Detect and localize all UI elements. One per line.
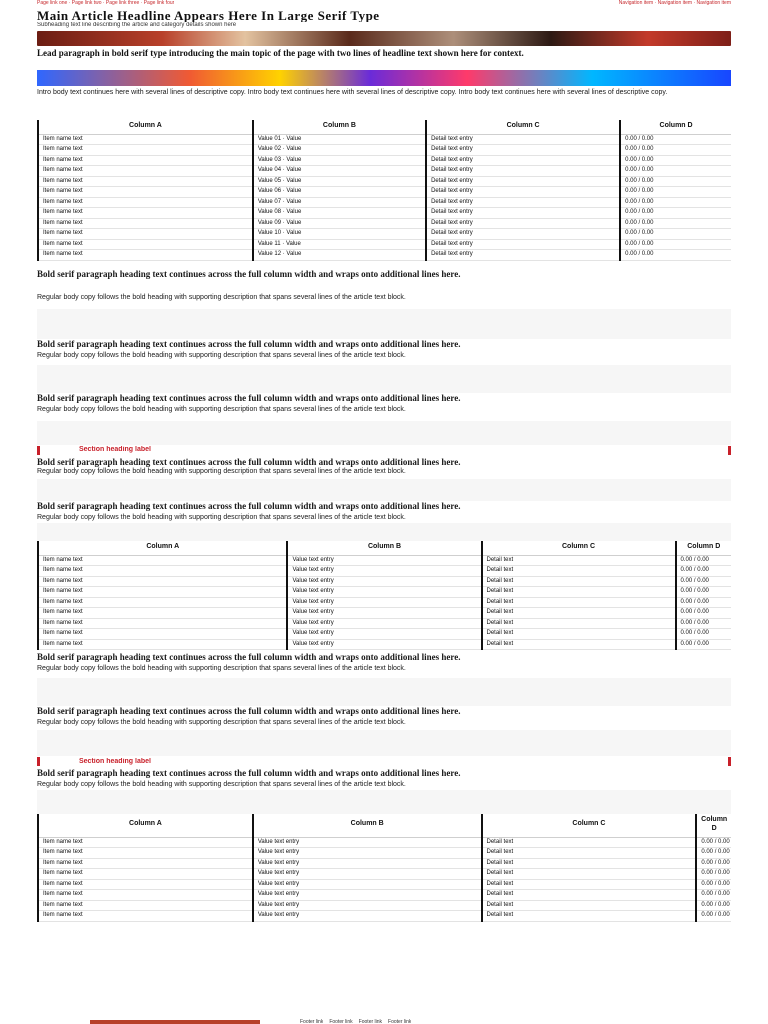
table-row xyxy=(38,229,731,240)
spacer-row xyxy=(37,421,731,445)
table-row xyxy=(38,608,731,619)
table-cell: 0.00 / 0.00 xyxy=(620,229,731,240)
table-cell: Value 12 · Value xyxy=(253,250,426,261)
table-header: Column A xyxy=(38,814,253,837)
table-cell: Detail text xyxy=(482,576,676,587)
article-paragraph: Regular body copy follows the bold heading with supporting description that spans several lines of the article text block. xyxy=(37,405,406,413)
spec-table-2 xyxy=(37,541,731,650)
table-cell: 0.00 / 0.00 xyxy=(620,134,731,145)
article-paragraph-heading: Bold serif paragraph heading text continues across the full column width and wraps onto additional lines here. xyxy=(37,338,461,349)
table-row xyxy=(38,858,731,869)
header-banner-image xyxy=(37,31,731,46)
table-cell: Detail text entry xyxy=(426,218,620,229)
table-cell: 0.00 / 0.00 xyxy=(696,900,731,911)
table-cell: Item name text xyxy=(38,869,253,880)
table-cell: Item name text xyxy=(38,576,287,587)
table-cell: Value text entry xyxy=(287,576,481,587)
table-row xyxy=(38,155,731,166)
table-cell: Detail text entry xyxy=(426,239,620,250)
article-paragraph-heading: Bold serif paragraph heading text continues across the full column width and wraps onto additional lines here. xyxy=(37,768,461,778)
table-cell: 0.00 / 0.00 xyxy=(620,218,731,229)
article-paragraph-heading: Bold serif paragraph heading text continues across the full column width and wraps onto additional lines here. xyxy=(37,652,461,662)
table-cell: Detail text xyxy=(482,629,676,640)
table-cell: Value text entry xyxy=(287,629,481,640)
table-cell: Value text entry xyxy=(253,869,482,880)
table-cell: 0.00 / 0.00 xyxy=(696,890,731,901)
table-cell: Detail text entry xyxy=(426,155,620,166)
spacer-row xyxy=(37,523,731,541)
article-paragraph-heading: Bold serif paragraph heading text continues across the full column width and wraps onto additional lines here. xyxy=(37,706,461,716)
table-cell: Value 05 · Value xyxy=(253,176,426,187)
table-cell: Item name text xyxy=(38,900,253,911)
table-cell: Item name text xyxy=(38,197,253,208)
table-header: Column C xyxy=(482,814,697,837)
table-cell: Detail text xyxy=(482,858,697,869)
spacer-row xyxy=(37,790,731,814)
table-row xyxy=(38,187,731,198)
table-cell: Value 02 · Value xyxy=(253,145,426,156)
table-cell: 0.00 / 0.00 xyxy=(620,155,731,166)
table-header: Column A xyxy=(38,541,287,555)
table-row xyxy=(38,218,731,229)
table-cell: Value text entry xyxy=(253,879,482,890)
table-cell: Item name text xyxy=(38,155,253,166)
table-cell: 0.00 / 0.00 xyxy=(620,250,731,261)
section-heading xyxy=(37,756,731,768)
section-marker xyxy=(728,446,731,455)
section-marker xyxy=(37,757,40,766)
table-cell: 0.00 / 0.00 xyxy=(676,555,731,566)
table-row xyxy=(38,239,731,250)
table-row xyxy=(38,555,731,566)
table-cell: Item name text xyxy=(38,597,287,608)
table-cell: Value text entry xyxy=(253,890,482,901)
table-row xyxy=(38,587,731,598)
table-cell: Value 10 · Value xyxy=(253,229,426,240)
table-cell: Detail text entry xyxy=(426,145,620,156)
article-paragraph: Regular body copy follows the bold heading with supporting description that spans several lines of the article text block. xyxy=(37,719,406,726)
table-cell: Item name text xyxy=(38,858,253,869)
section-heading-label: Section heading label xyxy=(79,446,151,454)
section-heading-label: Section heading label xyxy=(79,757,151,765)
table-cell: 0.00 / 0.00 xyxy=(696,879,731,890)
table-cell: Detail text xyxy=(482,597,676,608)
intro-paragraph: Intro body text continues here with several lines of descriptive copy. Intro body text continues here with several lines of descriptive copy. Intro body text continues here with several lines of descriptive copy. xyxy=(37,89,668,96)
table-cell: Item name text xyxy=(38,218,253,229)
table-cell: 0.00 / 0.00 xyxy=(676,639,731,650)
section-heading xyxy=(37,445,731,457)
table-cell: 0.00 / 0.00 xyxy=(676,566,731,577)
table-cell: Detail text xyxy=(482,890,697,901)
table-cell: Value text entry xyxy=(253,848,482,859)
table-cell: 0.00 / 0.00 xyxy=(676,618,731,629)
table-cell: 0.00 / 0.00 xyxy=(696,869,731,880)
table-header: Column B xyxy=(253,120,426,134)
table-cell: Item name text xyxy=(38,566,287,577)
article-paragraph-heading: Bold serif paragraph heading text continues across the full column width and wraps onto additional lines here. xyxy=(37,392,461,403)
table-row xyxy=(38,145,731,156)
table-cell: 0.00 / 0.00 xyxy=(676,587,731,598)
table-cell: 0.00 / 0.00 xyxy=(620,197,731,208)
table-cell: Item name text xyxy=(38,608,287,619)
spec-table-1 xyxy=(37,120,731,261)
table-cell: Detail text entry xyxy=(426,250,620,261)
article-paragraph: Regular body copy follows the bold heading with supporting description that spans several lines of the article text block. xyxy=(37,467,406,475)
table-cell: Value 07 · Value xyxy=(253,197,426,208)
table-cell: Item name text xyxy=(38,134,253,145)
table-row xyxy=(38,134,731,145)
table-row xyxy=(38,869,731,880)
table-cell: Item name text xyxy=(38,145,253,156)
spacer-row xyxy=(37,365,731,393)
table-row xyxy=(38,911,731,922)
table-row xyxy=(38,566,731,577)
footer-link[interactable]: Footer link xyxy=(388,1019,412,1024)
spacer-row xyxy=(37,479,731,501)
table-header: Column D xyxy=(620,120,731,134)
table-cell: 0.00 / 0.00 xyxy=(620,145,731,156)
table-cell: Item name text xyxy=(38,555,287,566)
table-cell: Value text entry xyxy=(253,837,482,848)
article-paragraph-heading: Bold serif paragraph heading text continues across the full column width and wraps onto additional lines here. xyxy=(37,456,461,467)
table-row xyxy=(38,639,731,650)
page-title: Main Article Headline Appears Here In Large Serif Type xyxy=(37,8,380,22)
table-cell: Item name text xyxy=(38,250,253,261)
article-paragraph: Regular body copy follows the bold heading with supporting description that spans several lines of the article text block. xyxy=(37,665,406,672)
table-cell: Item name text xyxy=(38,639,287,650)
table-row xyxy=(38,900,731,911)
table-row xyxy=(38,197,731,208)
table-row xyxy=(38,890,731,901)
footer-banner-image[interactable] xyxy=(90,1020,260,1024)
top-nav-links-left[interactable]: Page link one · Page link two · Page link three · Page link four xyxy=(37,0,175,7)
table-cell: Item name text xyxy=(38,187,253,198)
table-cell: Value text entry xyxy=(287,608,481,619)
table-row xyxy=(38,629,731,640)
table-cell: 0.00 / 0.00 xyxy=(696,848,731,859)
article-paragraph: Regular body copy follows the bold heading with supporting description that spans several lines of the article text block. xyxy=(37,293,406,301)
footer-links xyxy=(300,1019,680,1024)
spacer-row xyxy=(37,309,731,339)
page-subtitle: Subheading text line describing the article and category details shown here xyxy=(37,22,237,28)
table-cell: Value text entry xyxy=(287,566,481,577)
table-cell: Detail text xyxy=(482,900,697,911)
table-cell: Value 11 · Value xyxy=(253,239,426,250)
table-header: Column C xyxy=(426,120,620,134)
table-cell: Value 01 · Value xyxy=(253,134,426,145)
article-paragraph: Regular body copy follows the bold heading with supporting description that spans several lines of the article text block. xyxy=(37,781,406,788)
table-cell: Item name text xyxy=(38,911,253,922)
table-cell: Detail text entry xyxy=(426,134,620,145)
table-cell: Item name text xyxy=(38,239,253,250)
table-cell: Item name text xyxy=(38,176,253,187)
table-cell: Item name text xyxy=(38,890,253,901)
table-header: Column B xyxy=(287,541,481,555)
spec-table-3 xyxy=(37,814,731,922)
table-row xyxy=(38,879,731,890)
table-header: Column C xyxy=(482,541,676,555)
section-marker xyxy=(37,446,40,455)
table-cell: Detail text xyxy=(482,879,697,890)
table-cell: Detail text xyxy=(482,837,697,848)
table-cell: Item name text xyxy=(38,629,287,640)
table-cell: 0.00 / 0.00 xyxy=(676,576,731,587)
table-cell: Value text entry xyxy=(287,555,481,566)
table-cell: 0.00 / 0.00 xyxy=(620,187,731,198)
table-cell: Detail text xyxy=(482,608,676,619)
table-cell: 0.00 / 0.00 xyxy=(620,239,731,250)
table-cell: 0.00 / 0.00 xyxy=(696,837,731,848)
lede-paragraph: Lead paragraph in bold serif type introducing the main topic of the page with two lines of headline text shown here for context. xyxy=(37,48,524,58)
table-cell: Detail text xyxy=(482,555,676,566)
table-cell: Value text entry xyxy=(287,597,481,608)
table-cell: 0.00 / 0.00 xyxy=(676,597,731,608)
table-row xyxy=(38,597,731,608)
table-cell: Detail text entry xyxy=(426,187,620,198)
table-cell: Detail text xyxy=(482,587,676,598)
article-paragraph: Regular body copy follows the bold heading with supporting description that spans several lines of the article text block. xyxy=(37,513,406,521)
top-nav xyxy=(37,0,731,6)
table-cell: Detail text entry xyxy=(426,197,620,208)
section-marker xyxy=(728,757,731,766)
spacer-row xyxy=(37,678,731,706)
footer-link[interactable]: Footer link xyxy=(329,1019,353,1024)
table-cell: Item name text xyxy=(38,837,253,848)
table-cell: 0.00 / 0.00 xyxy=(620,176,731,187)
table-cell: Detail text xyxy=(482,911,697,922)
table-cell: Value 04 · Value xyxy=(253,166,426,177)
top-nav-links-right[interactable]: Navigation item · Navigation item · Navigation item xyxy=(618,0,731,7)
table-row xyxy=(38,250,731,261)
table-cell: Value text entry xyxy=(253,911,482,922)
table-cell: Item name text xyxy=(38,166,253,177)
table-cell: Value text entry xyxy=(253,900,482,911)
table-cell: Detail text xyxy=(482,566,676,577)
table-cell: Detail text xyxy=(482,848,697,859)
footer-link[interactable]: Footer link xyxy=(300,1019,324,1024)
table-cell: 0.00 / 0.00 xyxy=(696,911,731,922)
table-cell: Item name text xyxy=(38,587,287,598)
table-cell: Item name text xyxy=(38,879,253,890)
table-cell: Value 09 · Value xyxy=(253,218,426,229)
table-row xyxy=(38,576,731,587)
table-row xyxy=(38,837,731,848)
table-row xyxy=(38,166,731,177)
table-cell: Detail text entry xyxy=(426,208,620,219)
table-header: Column A xyxy=(38,120,253,134)
table-cell: 0.00 / 0.00 xyxy=(676,608,731,619)
table-cell: Item name text xyxy=(38,618,287,629)
table-row xyxy=(38,618,731,629)
table-cell: Detail text entry xyxy=(426,166,620,177)
table-cell: Detail text entry xyxy=(426,229,620,240)
table-cell: Item name text xyxy=(38,208,253,219)
table-header: Column D xyxy=(696,814,731,837)
promo-banner-image[interactable] xyxy=(37,70,731,86)
table-cell: Item name text xyxy=(38,229,253,240)
table-cell: Detail text xyxy=(482,639,676,650)
article-paragraph-heading: Bold serif paragraph heading text continues across the full column width and wraps onto additional lines here. xyxy=(37,268,461,279)
table-cell: Value text entry xyxy=(287,639,481,650)
table-cell: 0.00 / 0.00 xyxy=(696,858,731,869)
article-paragraph: Regular body copy follows the bold heading with supporting description that spans several lines of the article text block. xyxy=(37,351,406,359)
table-row xyxy=(38,208,731,219)
table-cell: Value text entry xyxy=(287,587,481,598)
table-cell: Detail text entry xyxy=(426,176,620,187)
table-row xyxy=(38,848,731,859)
table-cell: 0.00 / 0.00 xyxy=(676,629,731,640)
table-cell: 0.00 / 0.00 xyxy=(620,208,731,219)
table-cell: Value 08 · Value xyxy=(253,208,426,219)
table-cell: Detail text xyxy=(482,869,697,880)
table-cell: Value text entry xyxy=(287,618,481,629)
table-cell: Detail text xyxy=(482,618,676,629)
table-cell: Item name text xyxy=(38,848,253,859)
table-cell: 0.00 / 0.00 xyxy=(620,166,731,177)
table-cell: Value 06 · Value xyxy=(253,187,426,198)
spacer-row xyxy=(37,730,731,756)
table-header: Column B xyxy=(253,814,482,837)
table-header: Column D xyxy=(676,541,731,555)
table-cell: Value text entry xyxy=(253,858,482,869)
article-paragraph-heading: Bold serif paragraph heading text continues across the full column width and wraps onto additional lines here. xyxy=(37,500,461,511)
table-cell: Value 03 · Value xyxy=(253,155,426,166)
footer-link[interactable]: Footer link xyxy=(358,1019,383,1024)
table-row xyxy=(38,176,731,187)
